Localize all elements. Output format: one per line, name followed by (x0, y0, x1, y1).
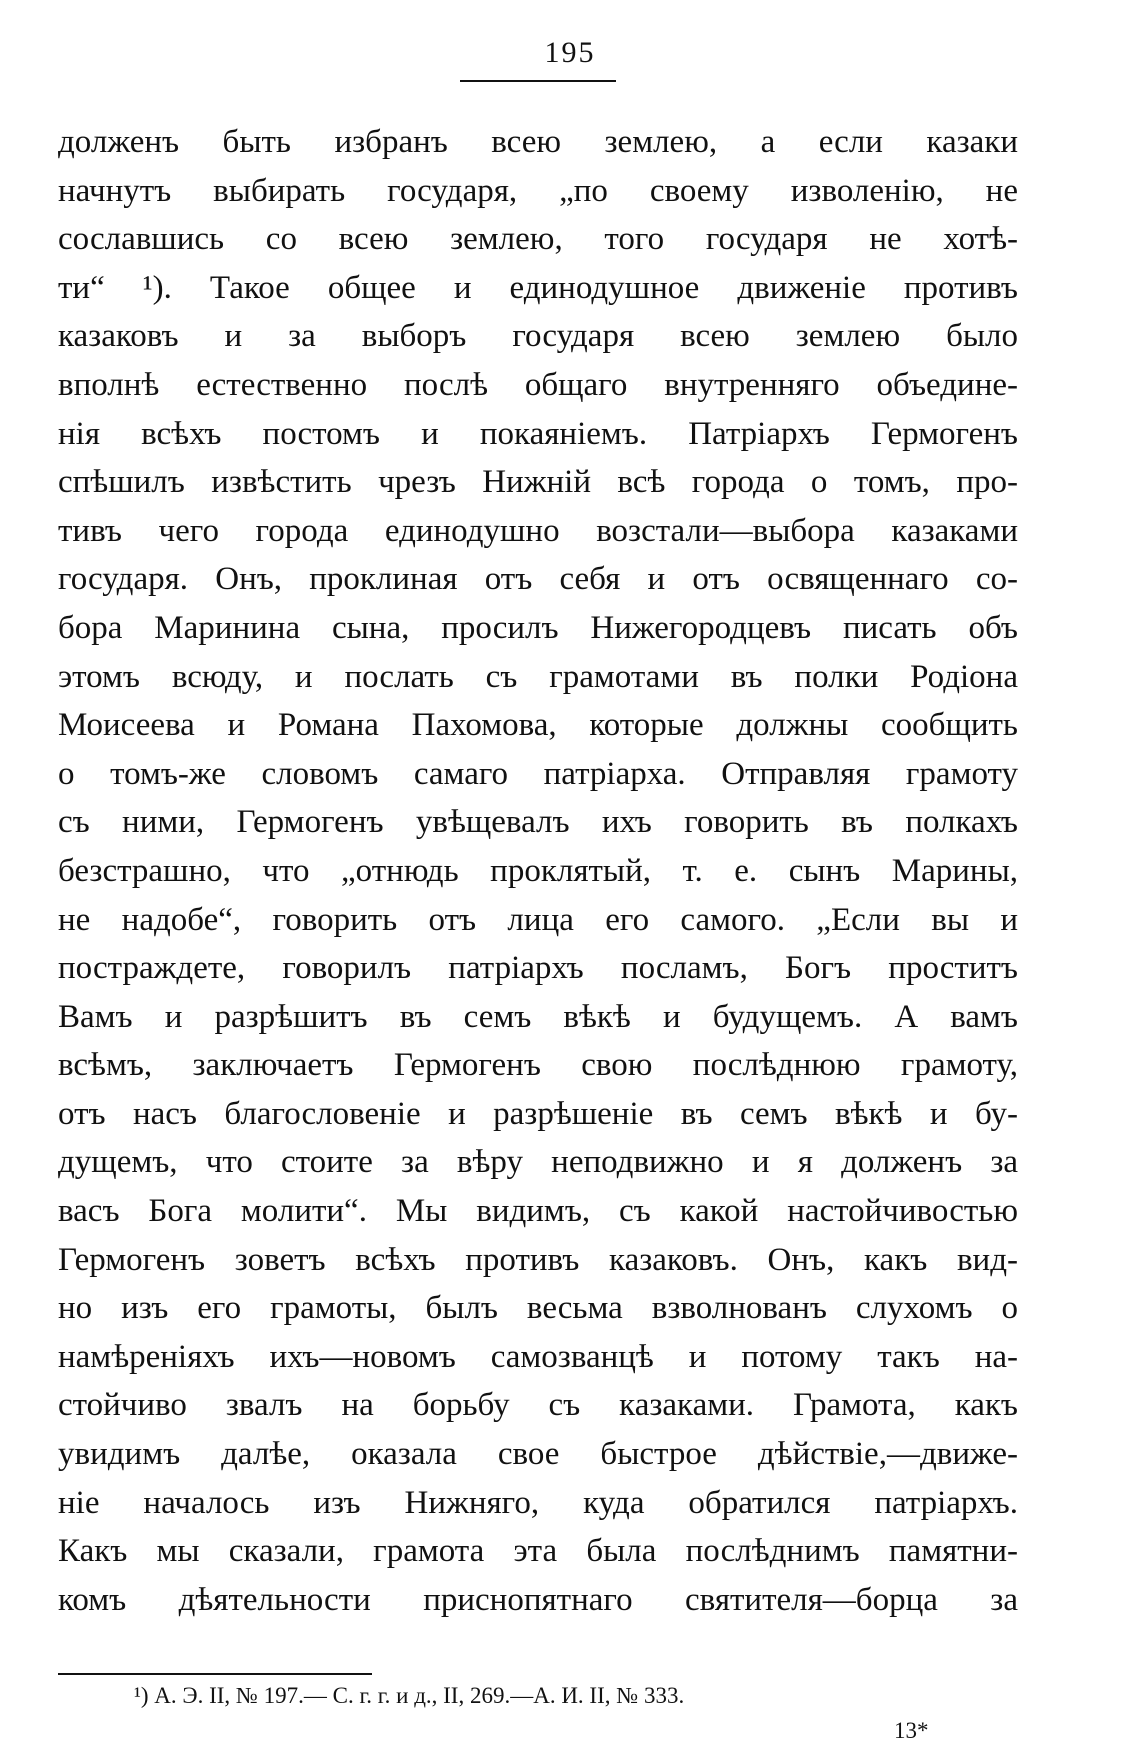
text-line: стойчиво звалъ на борьбу съ казаками. Грамота, какъ (58, 1387, 1018, 1424)
body-text (58, 118, 1018, 1624)
text-line: отъ насъ благословеніе и разрѣшеніе въ семъ вѣкѣ и бу- (58, 1095, 1018, 1132)
text-line: спѣшилъ извѣстить чрезъ Нижній всѣ города о томъ, про- (58, 464, 1018, 501)
text-line: начнутъ выбирать государя, „по своему изволенію, не (58, 172, 1018, 209)
text-line: сославшись со всею землею, того государя не хотѣ- (58, 221, 1018, 258)
text-line: всѣмъ, заключаетъ Гермогенъ свою послѣднюю грамоту, (58, 1047, 1018, 1084)
text-line: Моисеева и Романа Пахомова, которые должны сообщить (58, 707, 1018, 744)
signature-mark: 13* (894, 1718, 929, 1743)
footnote: ¹) А. Э. II, № 197.— С. г. г. и д., II, 269.—А. И. II, № 333. (134, 1683, 685, 1708)
footnote-rule (58, 1673, 372, 1675)
text-line: вполнѣ естественно послѣ общаго внутренняго объедине- (58, 366, 1018, 403)
text-line: тивъ чего города единодушно возстали—выбора казаками (58, 512, 1018, 549)
text-line: о томъ-же словомъ самаго патріарха. Отправляя грамоту (58, 755, 1018, 792)
page-number: 195 (544, 36, 596, 69)
text-line: ти“ ¹). Такое общее и единодушное движеніе противъ (58, 269, 1018, 306)
text-line: комъ дѣятельности приснопятнаго святителя—борца за (58, 1581, 1018, 1618)
text-line: Какъ мы сказали, грамота эта была послѣднимъ памятни- (58, 1533, 1018, 1570)
text-line: не надобе“, говорить отъ лица его самого. „Если вы и (58, 901, 1018, 938)
text-line: бора Маринина сына, просилъ Нижегородцевъ писать объ (58, 609, 1018, 646)
text-line: но изъ его грамоты, былъ весьма взволнованъ слухомъ о (58, 1290, 1018, 1327)
page-number-rule (460, 80, 616, 82)
text-line: постраждете, говорилъ патріархъ посламъ, Богъ проститъ (58, 950, 1018, 987)
text-line: съ ними, Гермогенъ увѣщевалъ ихъ говорить въ полкахъ (58, 804, 1018, 841)
text-line: Гермогенъ зоветъ всѣхъ противъ казаковъ. Онъ, какъ вид- (58, 1241, 1018, 1278)
text-line: васъ Бога молити“. Мы видимъ, съ какой настойчивостью (58, 1193, 1018, 1230)
text-line: государя. Онъ, проклиная отъ себя и отъ освященнаго со- (58, 561, 1018, 598)
text-line: нія всѣхъ постомъ и покаяніемъ. Патріархъ Гермогенъ (58, 415, 1018, 452)
text-line: казаковъ и за выборъ государя всею землею было (58, 318, 1018, 355)
text-line: увидимъ далѣе, оказала свое быстрое дѣйствіе,—движе- (58, 1436, 1018, 1473)
text-line: этомъ всюду, и послать съ грамотами въ полки Родіона (58, 658, 1018, 695)
text-line: безстрашно, что „отнюдь проклятый, т. е. сынъ Марины, (58, 852, 1018, 889)
text-line: долженъ быть избранъ всею землею, а если казаки (58, 124, 1018, 160)
text-line: Вамъ и разрѣшитъ въ семъ вѣкѣ и будущемъ. А вамъ (58, 998, 1018, 1035)
text-line: дущемъ, что стоите за вѣру неподвижно и я долженъ за (58, 1144, 1018, 1181)
text-line: ніе началось изъ Нижняго, куда обратился патріархъ. (58, 1484, 1018, 1521)
text-line: намѣреніяхъ ихъ—новомъ самозванцѣ и потому такъ на- (58, 1338, 1018, 1375)
